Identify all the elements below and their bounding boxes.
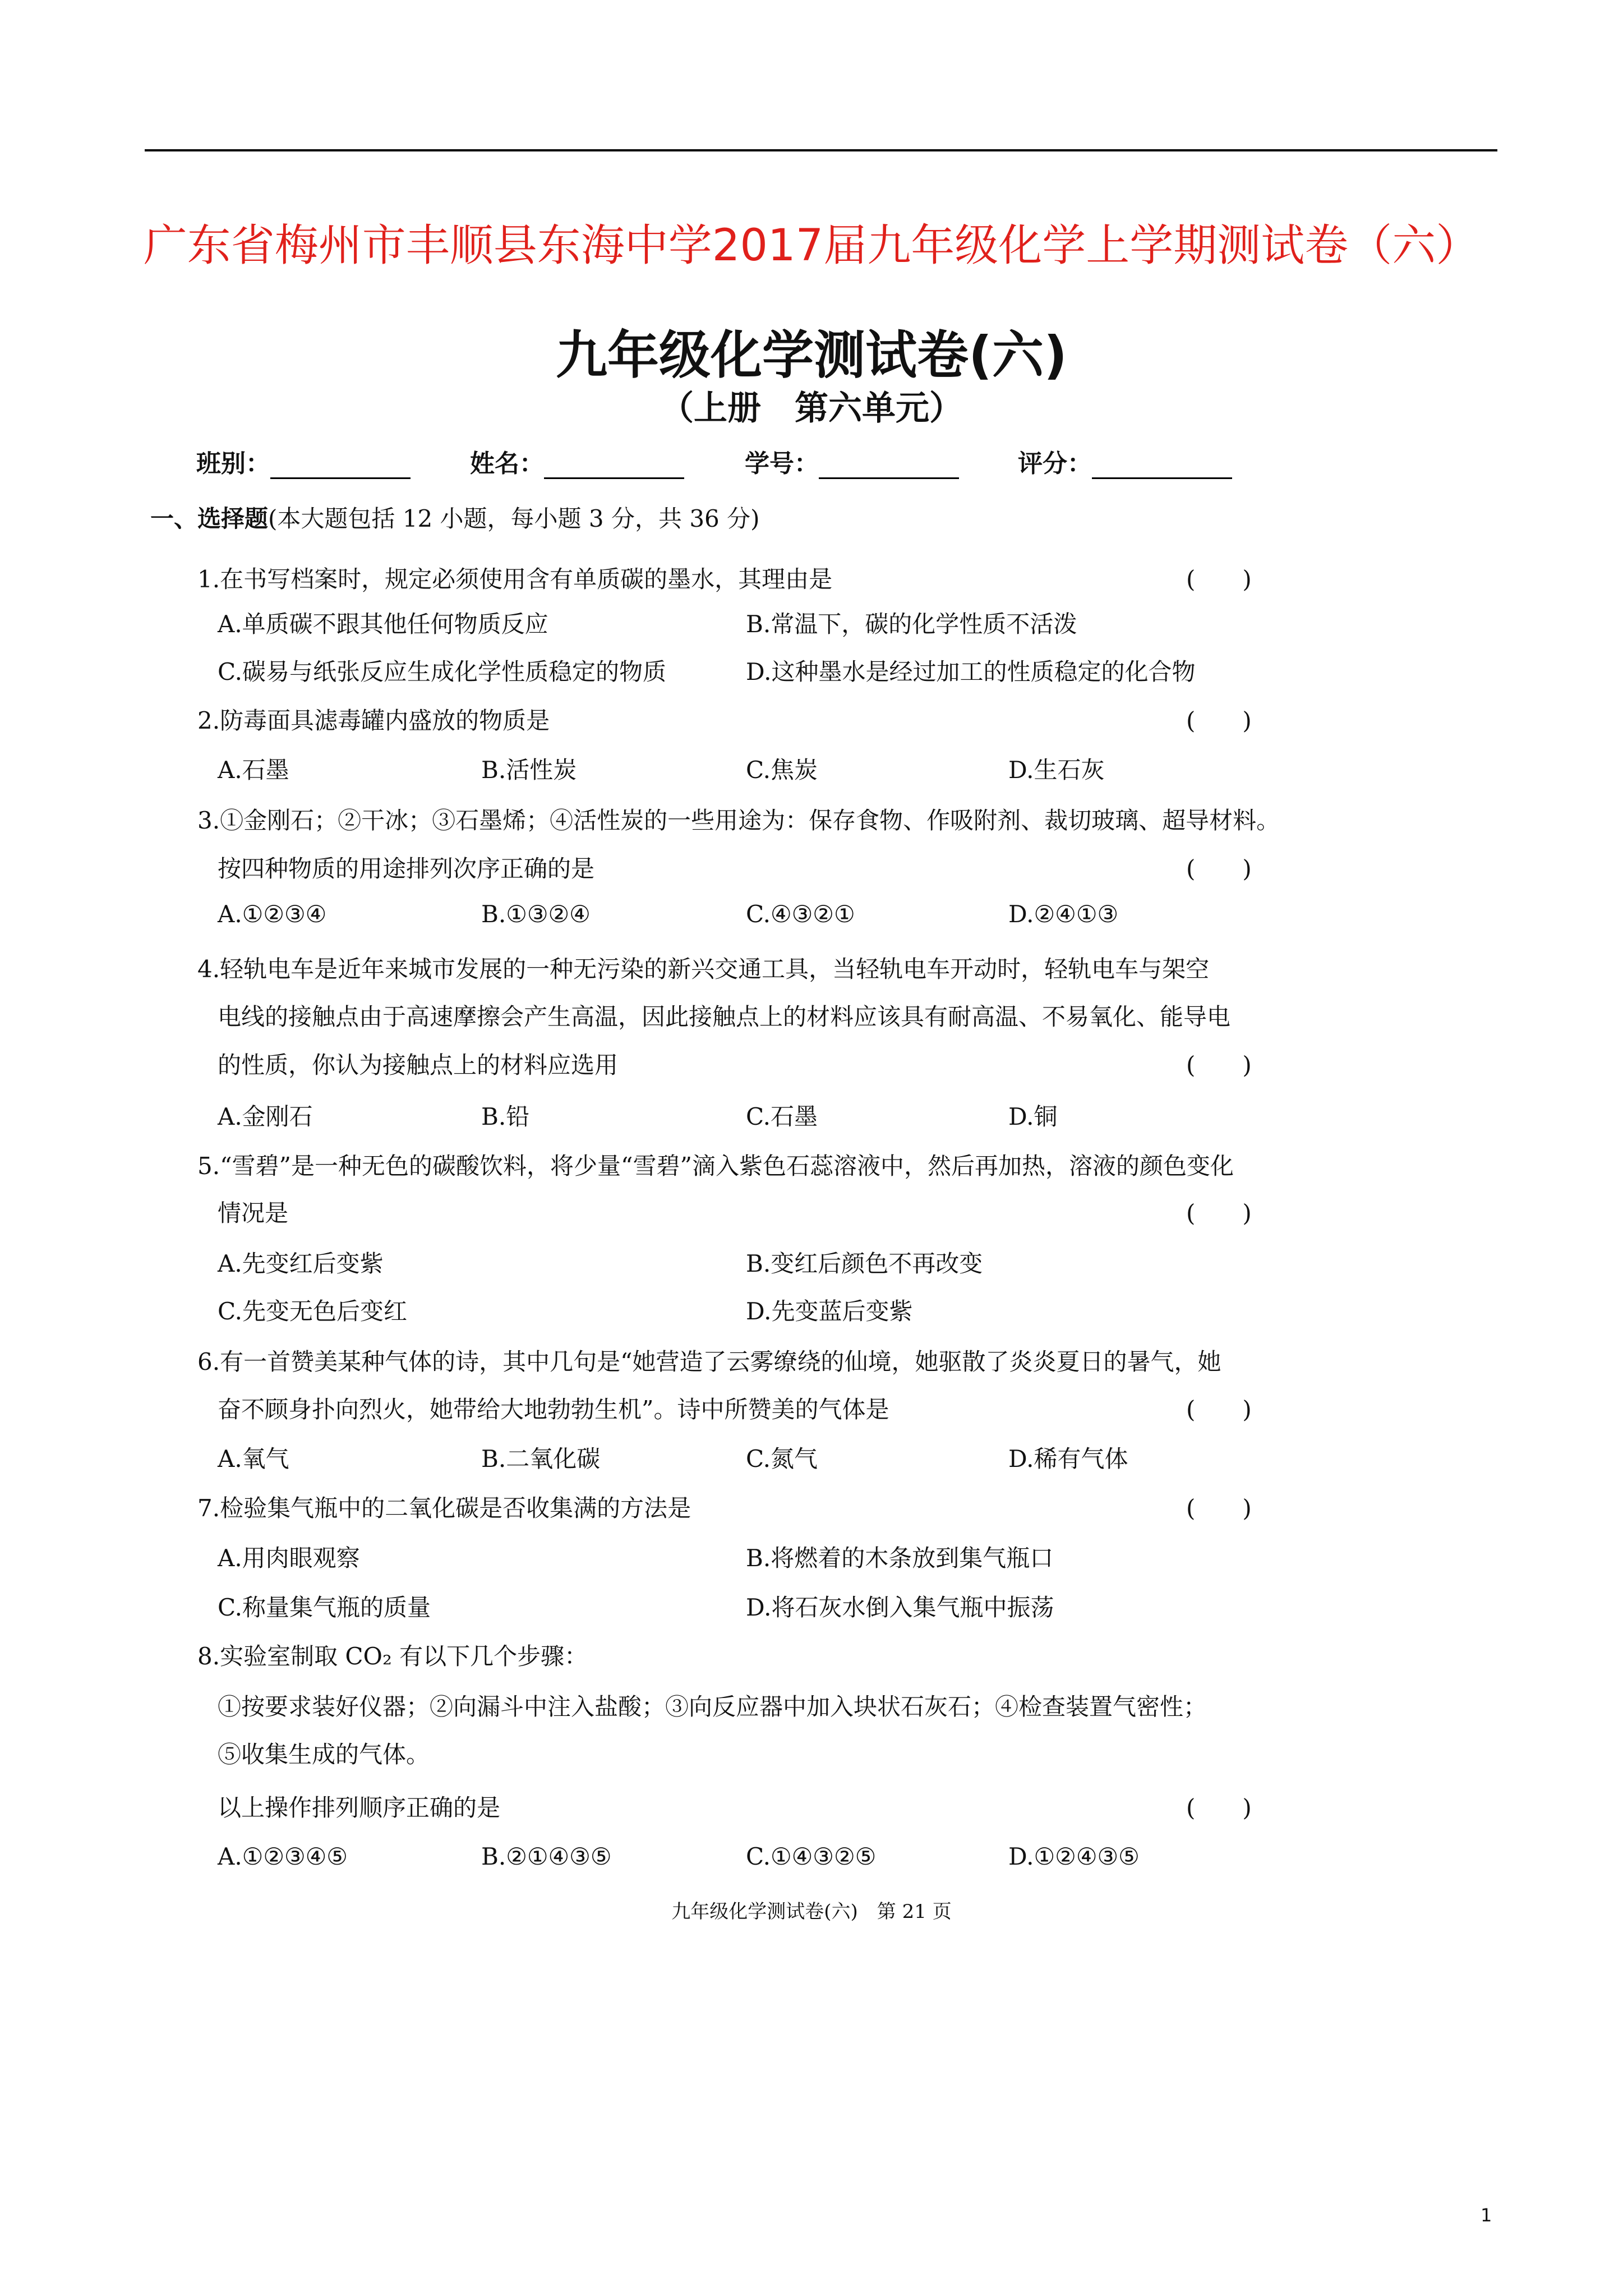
question-6-answer-blank[interactable]: ( ) — [1186, 1396, 1252, 1423]
question-8-stem-line: ⑤收集生成的气体。 — [218, 1741, 430, 1768]
question-3-stem-line: 按四种物质的用途排列次序正确的是 — [218, 855, 595, 882]
question-7-answer-blank[interactable]: ( ) — [1186, 1494, 1252, 1522]
question-1-stem-line: 1.在书写档案时，规定必须使用含有单质碳的墨水，其理由是 — [197, 565, 833, 593]
section-heading-note: (本大题包括 12 小题，每小题 3 分，共 36 分) — [268, 505, 760, 532]
page-number: 1 — [1481, 2205, 1492, 2226]
question-8-option-D: D.①②④③⑤ — [1008, 1843, 1140, 1870]
header-title: 广东省梅州市丰顺县东海中学2017届九年级化学上学期测试卷（六） — [143, 220, 1480, 271]
question-2-option-B: B.活性炭 — [481, 756, 577, 784]
name-field — [470, 443, 684, 479]
question-4-stem-line: 的性质，你认为接触点上的材料应选用 — [218, 1051, 619, 1079]
paper-title: 九年级化学测试卷(六) — [555, 325, 1068, 385]
question-6-stem-line: 6.有一首赞美某种气体的诗，其中几句是“她营造了云雾缭绕的仙境，她驱散了炎炎夏日的暑气，她 — [197, 1348, 1221, 1375]
question-2-stem-line: 2.防毒面具滤毒罐内盛放的物质是 — [197, 707, 550, 734]
question-4-option-A: A.金刚石 — [218, 1103, 313, 1130]
question-5-answer-blank[interactable]: ( ) — [1186, 1199, 1252, 1227]
question-4-answer-blank[interactable]: ( ) — [1186, 1051, 1252, 1079]
question-4-stem-line: 4.轻轨电车是近年来城市发展的一种无污染的新兴交通工具，当轻轨电车开动时，轻轨电车与架空 — [197, 955, 1210, 983]
id-field — [745, 443, 959, 479]
question-4-option-D: D.铜 — [1008, 1103, 1058, 1130]
question-1-option-D: D.这种墨水是经过加工的性质稳定的化合物 — [746, 658, 1196, 685]
question-3-option-B: B.①③②④ — [481, 900, 591, 928]
question-8-stem-line: ①按要求装好仪器；②向漏斗中注入盐酸；③向反应器中加入块状石灰石；④检查装置气密性； — [218, 1693, 1207, 1720]
score-label: 评分： — [1018, 449, 1092, 478]
question-2-option-D: D.生石灰 — [1008, 756, 1105, 784]
top-rule — [145, 149, 1497, 151]
question-7-option-B: B.将燃着的木条放到集气瓶口 — [746, 1544, 1054, 1572]
question-1-option-C: C.碳易与纸张反应生成化学性质稳定的物质 — [218, 658, 666, 685]
question-6-option-A: A.氧气 — [218, 1445, 289, 1473]
question-6-option-C: C.氮气 — [746, 1445, 818, 1473]
score-field — [1018, 443, 1232, 479]
question-8-option-A: A.①②③④⑤ — [218, 1843, 348, 1870]
question-8-option-C: C.①④③②⑤ — [746, 1843, 877, 1870]
question-5-stem-line: 情况是 — [218, 1199, 289, 1227]
class-blank[interactable] — [270, 453, 411, 479]
question-5-option-D: D.先变蓝后变紫 — [746, 1297, 913, 1325]
question-3-option-A: A.①②③④ — [218, 900, 327, 928]
id-blank[interactable] — [819, 453, 959, 479]
question-3-option-D: D.②④①③ — [1008, 900, 1119, 928]
question-5-option-B: B.变红后颜色不再改变 — [746, 1250, 983, 1277]
question-7-stem-line: 7.检验集气瓶中的二氧化碳是否收集满的方法是 — [197, 1494, 691, 1522]
question-4-stem-line: 电线的接触点由于高速摩擦会产生高温，因此接触点上的材料应该具有耐高温、不易氧化、能导电 — [218, 1003, 1231, 1030]
section-heading — [150, 500, 760, 534]
question-2-option-C: C.焦炭 — [746, 756, 818, 784]
name-blank[interactable] — [544, 453, 684, 479]
question-1-option-A: A.单质碳不跟其他任何物质反应 — [218, 610, 548, 638]
question-5-option-A: A.先变红后变紫 — [218, 1250, 384, 1277]
question-8-stem-line: 8.实验室制取 CO₂ 有以下几个步骤： — [197, 1642, 588, 1670]
question-7-option-A: A.用肉眼观察 — [218, 1544, 360, 1572]
question-1-answer-blank[interactable]: ( ) — [1186, 565, 1252, 593]
paper-subtitle: （上册 第六单元） — [660, 389, 963, 428]
question-6-stem-line: 奋不顾身扑向烈火，她带给大地勃勃生机”。诗中所赞美的气体是 — [218, 1396, 889, 1423]
question-3-option-C: C.④③②① — [746, 900, 855, 928]
question-6-option-B: B.二氧化碳 — [481, 1445, 601, 1473]
question-8-answer-blank[interactable]: ( ) — [1186, 1794, 1252, 1821]
question-5-option-C: C.先变无色后变红 — [218, 1297, 407, 1325]
question-4-option-C: C.石墨 — [746, 1103, 818, 1130]
class-label: 班别： — [196, 449, 270, 478]
score-blank[interactable] — [1092, 453, 1232, 479]
question-1-option-B: B.常温下，碳的化学性质不活泼 — [746, 610, 1077, 638]
question-8-option-B: B.②①④③⑤ — [481, 1843, 612, 1870]
class-field — [196, 443, 411, 479]
id-label: 学号： — [745, 449, 819, 478]
name-label: 姓名： — [470, 449, 544, 478]
question-2-option-A: A.石墨 — [218, 756, 289, 784]
question-7-option-C: C.称量集气瓶的质量 — [218, 1594, 431, 1621]
question-4-option-B: B.铅 — [481, 1103, 530, 1130]
question-2-answer-blank[interactable]: ( ) — [1186, 707, 1252, 734]
question-8-stem-line: 以上操作排列顺序正确的是 — [218, 1794, 501, 1821]
page-footer: 九年级化学测试卷(六) 第 21 页 — [671, 1901, 952, 1923]
question-6-option-D: D.稀有气体 — [1008, 1445, 1128, 1473]
question-5-stem-line: 5.“雪碧”是一种无色的碳酸饮料，将少量“雪碧”滴入紫色石蕊溶液中，然后再加热，溶液的颜色变化 — [197, 1152, 1234, 1180]
section-heading-title: 一、选择题 — [150, 505, 269, 532]
question-3-answer-blank[interactable]: ( ) — [1186, 855, 1252, 882]
question-7-option-D: D.将石灰水倒入集气瓶中振荡 — [746, 1594, 1054, 1621]
question-3-stem-line: 3.①金刚石；②干冰；③石墨烯；④活性炭的一些用途为：保存食物、作吸附剂、裁切玻璃、超导材料。 — [197, 807, 1280, 834]
